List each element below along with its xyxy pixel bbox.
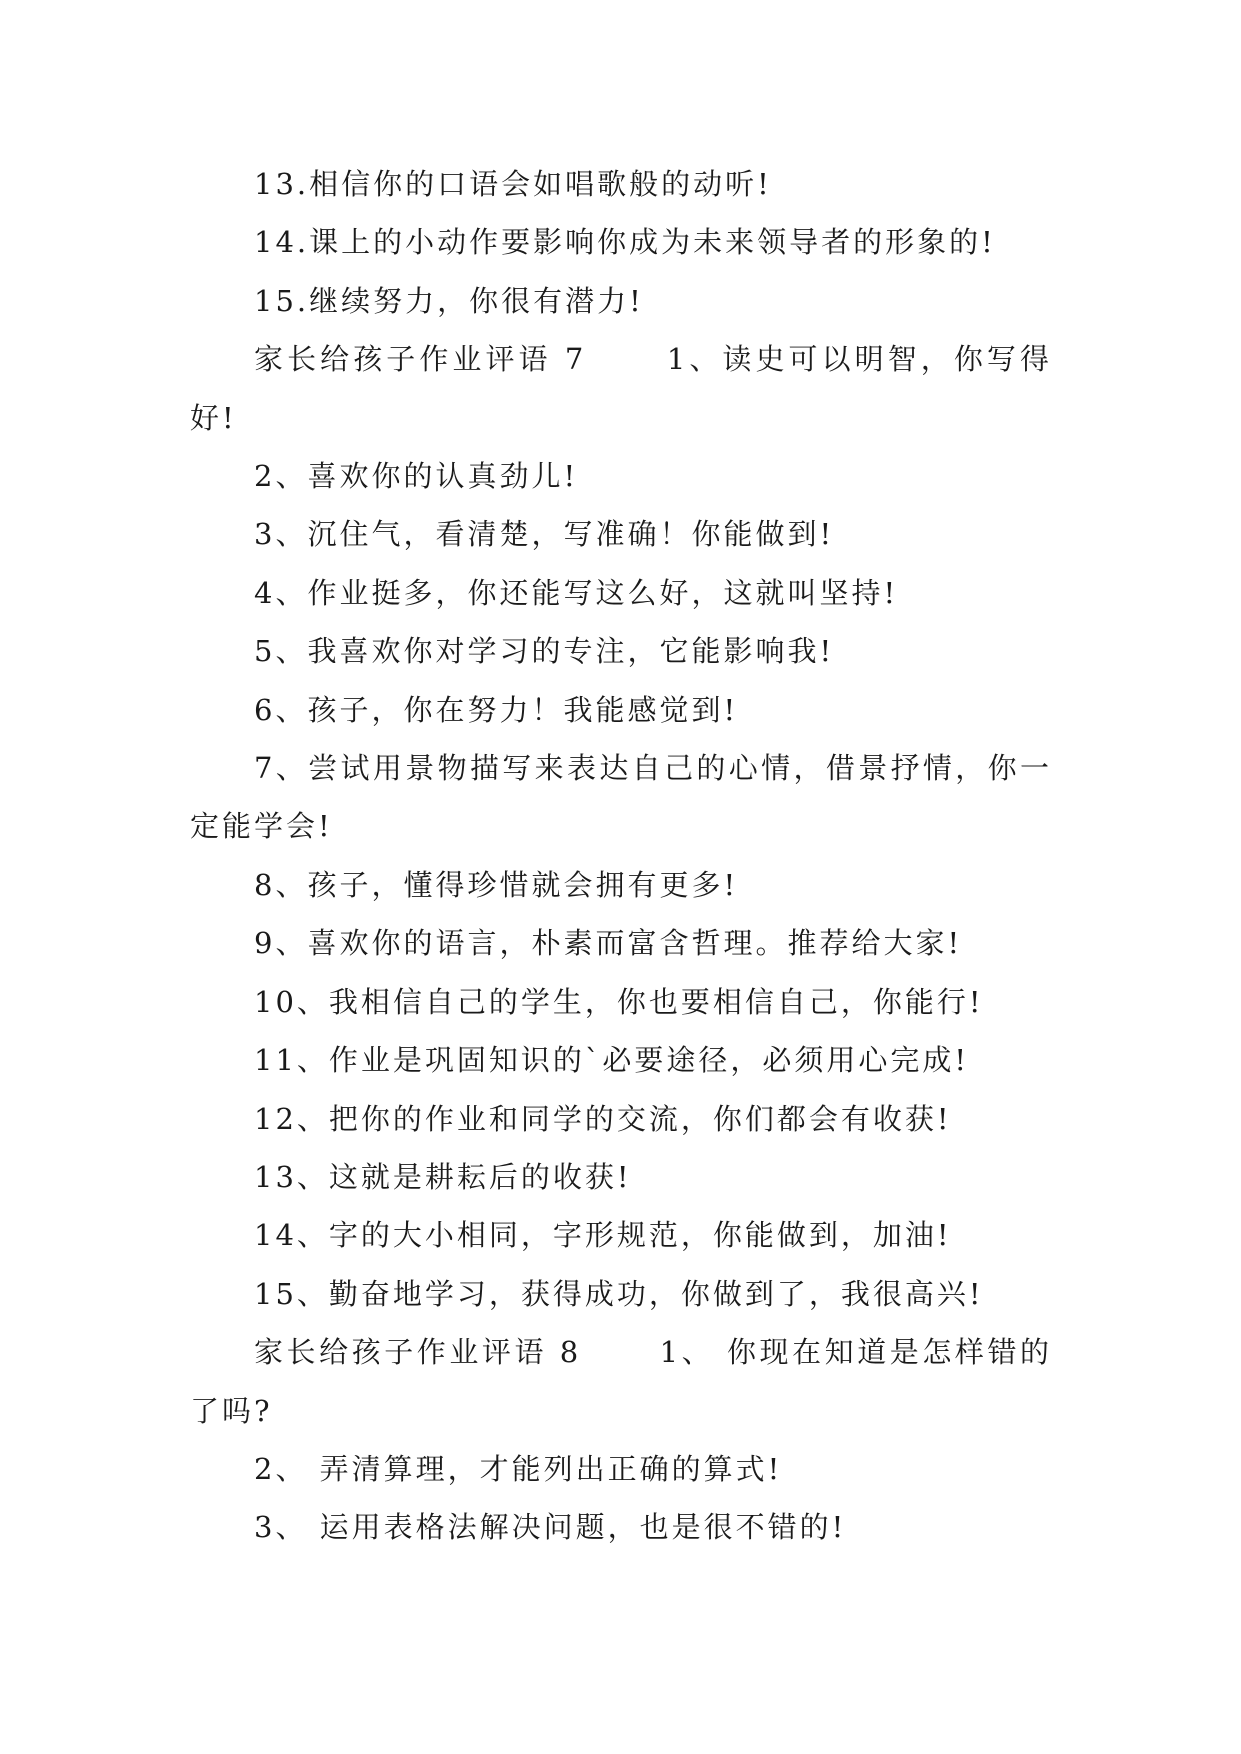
paragraph-20: 2、 弄清算理，才能列出正确的算式!	[254, 1451, 783, 1486]
paragraph-16: 13、这就是耕耘后的收获!	[254, 1159, 632, 1194]
paragraph-18: 15、勤奋地学习，获得成功，你做到了，我很高兴!	[254, 1276, 984, 1311]
paragraph-2: 14.课上的小动作要影响你成为未来领导者的形象的!	[254, 225, 996, 260]
paragraph-9: 6、孩子，你在努力！我能感觉到!	[254, 692, 739, 727]
document-body	[190, 155, 1052, 1557]
paragraph-17: 14、字的大小相同，字形规范，你能做到，加油!	[254, 1218, 952, 1253]
paragraph-7: 4、作业挺多，你还能写这么好，这就叫坚持!	[254, 575, 899, 610]
paragraph-14: 11、作业是巩固知识的`必要途径，必须用心完成!	[254, 1043, 970, 1078]
paragraph-10: 7、尝试用景物描写来表达自己的心情，借景抒情，你一定能学会!	[190, 751, 1052, 844]
paragraph-3: 15.继续努力，你很有潜力!	[254, 283, 644, 318]
paragraph-6: 3、沉住气，看清楚，写准确！你能做到!	[254, 517, 835, 552]
paragraph-21: 3、 运用表格法解决问题，也是很不错的!	[254, 1510, 847, 1545]
paragraph-13: 10、我相信自己的学生，你也要相信自己，你能行!	[254, 984, 984, 1019]
paragraph-1: 13.相信你的口语会如唱歌般的动听!	[254, 167, 772, 201]
section-heading-7: 家长给孩子作业评语 7 1、读史可以明智，你写得好!	[190, 342, 1052, 435]
paragraph-5: 2、喜欢你的认真劲儿!	[254, 459, 579, 494]
paragraph-12: 9、喜欢你的语言，朴素而富含哲理。推荐给大家!	[254, 926, 963, 961]
paragraph-15: 12、把你的作业和同学的交流，你们都会有收获!	[254, 1101, 952, 1136]
paragraph-8: 5、我喜欢你对学习的专注，它能影响我!	[254, 634, 835, 669]
section-heading-8: 家长给孩子作业评语 8 1、 你现在知道是怎样错的了吗?	[190, 1335, 1052, 1428]
paragraph-11: 8、孩子，懂得珍惜就会拥有更多!	[254, 867, 739, 902]
